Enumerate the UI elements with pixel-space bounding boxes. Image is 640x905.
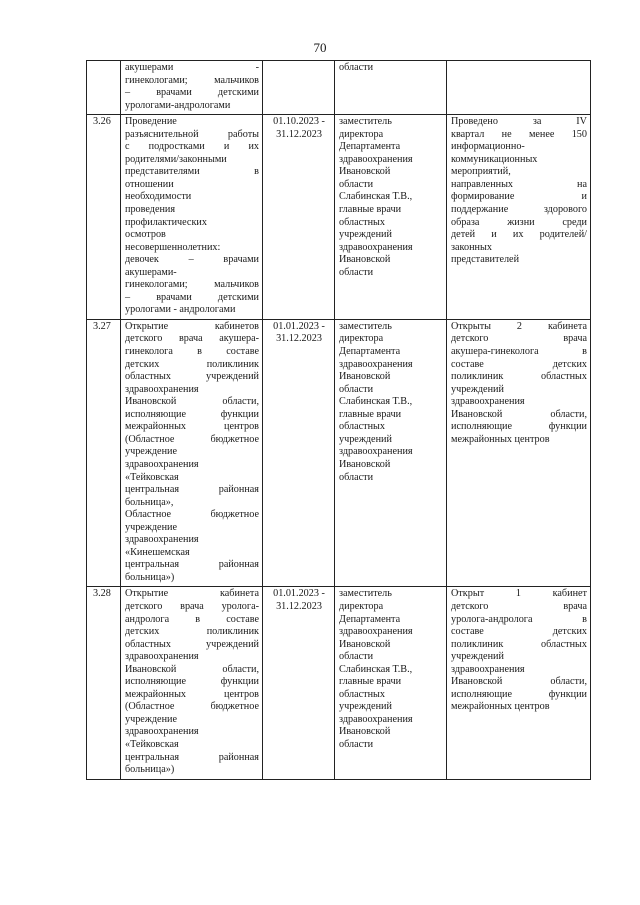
action-text-line: андролога в составе: [125, 613, 259, 625]
action-text-line: больница»,: [125, 496, 174, 508]
action-text-line: гинекологами; мальчиков: [125, 279, 259, 291]
result-text-line: коммуникационных: [451, 153, 538, 165]
result-text-line: здравоохранения: [451, 396, 525, 408]
action-text-line: «Тейковская: [125, 471, 179, 483]
action-text-line: Открытие кабинета: [125, 588, 259, 600]
action-text-line: Проведение: [125, 116, 177, 128]
responsible-text-line: директора: [339, 600, 384, 612]
result-text-line: формирование и: [451, 191, 587, 203]
action-text-line: здравоохранения: [125, 383, 199, 395]
action-text-line: центральная районная: [125, 484, 259, 496]
action-text-line: областных учреждений: [125, 371, 259, 383]
responsible-text-line: областных: [339, 216, 385, 228]
responsible-text-line: Департамента: [339, 613, 401, 625]
responsible-text-line: областных: [339, 421, 385, 433]
action-text-line: межрайонных центров: [125, 688, 259, 700]
result-text-line: детского врача: [451, 600, 587, 612]
result-cell: [447, 587, 591, 779]
table-body: [87, 61, 591, 780]
action-text-line: «Кинешемская: [125, 546, 190, 558]
action-text-line: больница»): [125, 764, 175, 776]
result-text-line: поликлиник областных: [451, 638, 587, 650]
responsible-text-line: Слабинская Т.В.,: [339, 396, 413, 408]
table-row: [87, 587, 591, 779]
action-text-line: учреждение: [125, 446, 178, 458]
action-text-line: здравоохранения: [125, 651, 199, 663]
dates-cell: [263, 319, 335, 586]
result-text-line: здравоохранения: [451, 663, 525, 675]
table-row: [87, 61, 591, 115]
responsible-text-line: Ивановской: [339, 371, 391, 383]
action-text-line: девочек – врачами: [125, 254, 259, 266]
action-text-line: больница»): [125, 571, 175, 583]
responsible-text-line: области: [339, 178, 374, 190]
result-text-line: поликлиник областных: [451, 371, 587, 383]
result-text-line: акушера-гинеколога в: [451, 346, 587, 358]
table-row: [87, 115, 591, 320]
responsible-text-line: Департамента: [339, 346, 401, 358]
responsible-text-line: директора: [339, 333, 384, 345]
dates-cell: [263, 587, 335, 779]
action-text-line: разъяснительной работы: [125, 128, 259, 140]
action-text-line: Ивановской области,: [125, 663, 259, 675]
row-number-cell: 3.28: [87, 587, 121, 779]
action-cell: [121, 115, 263, 320]
result-cell: [447, 115, 591, 320]
action-text-line: «Тейковская: [125, 738, 179, 750]
action-text-line: центральная районная: [125, 751, 259, 763]
row-number-cell: 3.26: [87, 115, 121, 320]
responsible-text-line: заместитель: [339, 320, 392, 332]
action-text-line: Открытие кабинетов: [125, 320, 259, 332]
action-text-line: с подростками и их: [125, 141, 259, 153]
responsible-text-line: здравоохранения: [339, 241, 413, 253]
responsible-text-line: области: [339, 738, 374, 750]
responsible-text-line: учреждений: [339, 433, 392, 445]
date-line: 31.12.2023: [276, 333, 322, 345]
responsible-text-line: области: [339, 266, 374, 278]
responsible-text-line: здравоохранения: [339, 713, 413, 725]
action-text-line: детского врача акушера-: [125, 333, 259, 345]
action-cell: [121, 319, 263, 586]
action-text-line: урологами - андрологами: [125, 304, 236, 316]
responsible-text-line: области: [339, 62, 374, 73]
action-text-line: здравоохранения: [125, 726, 199, 738]
result-text-line: Проведено за IV: [451, 116, 587, 128]
result-text-line: Ивановской области,: [451, 408, 587, 420]
result-cell: [447, 61, 591, 115]
result-text-line: межрайонных центров: [451, 433, 550, 445]
action-text-line: акушерами-: [125, 266, 177, 278]
responsible-text-line: учреждений: [339, 229, 392, 241]
result-text-line: информационно-: [451, 141, 525, 153]
action-text-line: гинекологами; мальчиков: [125, 74, 259, 86]
responsible-text-line: Слабинская Т.В.,: [339, 663, 413, 675]
date-line: 01.01.2023 -: [273, 588, 325, 600]
result-text-line: детского врача: [451, 333, 587, 345]
result-cell: [447, 319, 591, 586]
responsible-cell: [335, 587, 447, 779]
result-text-line: представителей: [451, 254, 520, 266]
responsible-text-line: Ивановской: [339, 254, 391, 266]
responsible-text-line: Департамента: [339, 141, 401, 153]
action-text-line: осмотров: [125, 229, 166, 241]
action-text-line: Ивановской области,: [125, 396, 259, 408]
action-text-line: акушерами -: [125, 62, 259, 73]
action-text-line: профилактических: [125, 216, 207, 228]
responsible-text-line: заместитель: [339, 116, 392, 128]
responsible-text-line: главные врачи: [339, 408, 402, 420]
action-text-line: необходимости: [125, 191, 192, 203]
result-text-line: Ивановской области,: [451, 676, 587, 688]
responsible-text-line: Ивановской: [339, 726, 391, 738]
result-text-line: мероприятий,: [451, 166, 511, 178]
date-line: 31.12.2023: [276, 600, 322, 612]
responsible-text-line: здравоохранения: [339, 358, 413, 370]
responsible-text-line: здравоохранения: [339, 446, 413, 458]
action-text-line: гинеколога в составе: [125, 346, 259, 358]
responsible-cell: [335, 115, 447, 320]
action-text-line: – врачами детскими: [125, 87, 259, 99]
date-line: 01.10.2023 -: [273, 116, 325, 128]
action-text-line: родителями/законными: [125, 153, 227, 165]
action-text-line: исполняющие функции: [125, 408, 259, 420]
action-text-line: (Областное бюджетное: [125, 433, 259, 445]
result-text-line: детей и их родителей/: [451, 229, 587, 241]
action-text-line: урологами-андрологами: [125, 99, 231, 111]
action-cell: [121, 587, 263, 779]
responsible-text-line: Слабинская Т.В.,: [339, 191, 413, 203]
table-row: [87, 319, 591, 586]
action-text-line: (Областное бюджетное: [125, 701, 259, 713]
action-text-line: детского врача уролога-: [125, 600, 259, 612]
action-text-line: представителями в: [125, 166, 259, 178]
result-text-line: учреждений: [451, 383, 504, 395]
result-text-line: исполняющие функции: [451, 688, 587, 700]
result-text-line: Открыт 1 кабинет: [451, 588, 587, 600]
result-text-line: поддержание здорового: [451, 204, 587, 216]
result-text-line: межрайонных центров: [451, 701, 550, 713]
dates-cell: [263, 115, 335, 320]
responsible-text-line: Ивановской: [339, 458, 391, 470]
responsible-text-line: здравоохранения: [339, 626, 413, 638]
responsible-text-line: области: [339, 383, 374, 395]
action-text-line: – врачами детскими: [125, 291, 259, 303]
action-text-line: учреждение: [125, 521, 178, 533]
date-line: 01.01.2023 -: [273, 320, 325, 332]
responsible-text-line: учреждений: [339, 701, 392, 713]
action-text-line: центральная районная: [125, 559, 259, 571]
result-text-line: образа жизни среди: [451, 216, 587, 228]
action-text-line: проведения: [125, 204, 176, 216]
row-number-cell: [87, 61, 121, 115]
dates-cell: [263, 61, 335, 115]
responsible-text-line: областных: [339, 688, 385, 700]
action-text-line: межрайонных центров: [125, 421, 259, 433]
result-text-line: составе детских: [451, 358, 587, 370]
responsible-text-line: главные врачи: [339, 676, 402, 688]
action-text-line: здравоохранения: [125, 458, 199, 470]
responsible-text-line: главные врачи: [339, 204, 402, 216]
result-text-line: исполняющие функции: [451, 421, 587, 433]
page-number: 70: [313, 40, 327, 55]
action-text-line: учреждение: [125, 713, 178, 725]
action-text-line: детских поликлиник: [125, 358, 259, 370]
responsible-text-line: заместитель: [339, 588, 392, 600]
row-number-cell: 3.27: [87, 319, 121, 586]
action-text-line: Областное бюджетное: [125, 509, 259, 521]
action-text-line: областных учреждений: [125, 638, 259, 650]
responsible-text-line: Ивановской: [339, 638, 391, 650]
responsible-text-line: Ивановской: [339, 166, 391, 178]
responsible-text-line: области: [339, 651, 374, 663]
action-plan-table: [86, 60, 591, 780]
result-text-line: законных: [451, 241, 492, 253]
action-text-line: исполняющие функции: [125, 676, 259, 688]
action-text-line: несовершеннолетних:: [125, 241, 221, 253]
responsible-text-line: здравоохранения: [339, 153, 413, 165]
responsible-text-line: области: [339, 471, 374, 483]
responsible-cell: [335, 319, 447, 586]
result-text-line: квартал не менее 150: [451, 128, 587, 140]
result-text-line: составе детских: [451, 626, 587, 638]
responsible-cell: [335, 61, 447, 115]
action-text-line: детских поликлиник: [125, 626, 259, 638]
responsible-text-line: директора: [339, 128, 384, 140]
action-text-line: отношении: [125, 178, 174, 190]
result-text-line: учреждений: [451, 651, 504, 663]
result-text-line: уролога-андролога в: [451, 613, 587, 625]
result-text-line: Открыты 2 кабинета: [451, 320, 587, 332]
date-line: 31.12.2023: [276, 128, 322, 140]
action-cell: [121, 61, 263, 115]
result-text-line: направленных на: [451, 178, 587, 190]
action-text-line: здравоохранения: [125, 534, 199, 546]
